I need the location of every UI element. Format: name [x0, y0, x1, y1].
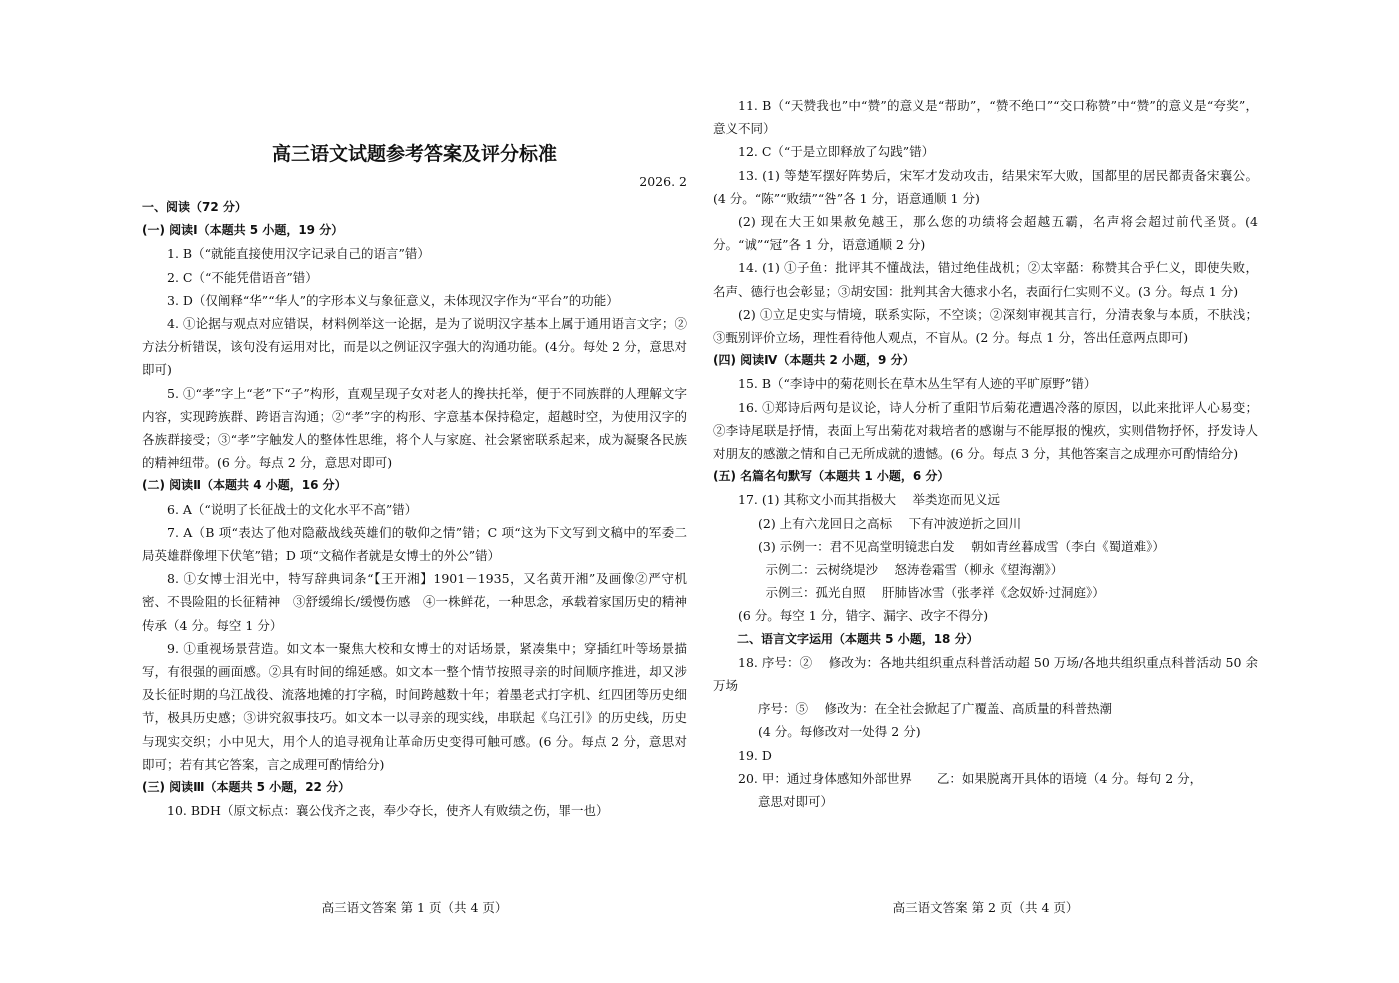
answer-14-2: (2) ①立足史实与情境，联系实际，不空谈；②深刻审视其言行，分清表象与本质，不肤浅；③甄别评价立场，理性看待他人观点，不盲从。(2 分。每点 1 分，答出任意两点即可): [713, 306, 1258, 346]
answer-20-cont: 意思对即可）: [758, 794, 834, 810]
answer-17-1: 17. (1) 其称文小而其指极大 举类迩而见义远: [738, 492, 1001, 508]
right-column: [713, 94, 1258, 813]
document-date: 2026. 2: [639, 174, 687, 189]
answer-15: 15. B（“李诗中的菊花则长在草木丛生罕有人迹的平旷原野”错）: [738, 376, 1097, 392]
answer-7: 7. A（B 项“表达了他对隐蔽战线英雄们的敬仰之情”错；C 项“这为下文写到文稿中的军委二局英雄群像埋下伏笔”错；D 项“文稿作者就是女博士的外公”错）: [142, 524, 687, 564]
page-footer-2: 高三语文答案 第 2 页（共 4 页）: [892, 900, 1079, 915]
answer-4: 4. ①论据与观点对应错误，材料例举这一论据，是为了说明汉字基本上属于通用语言文字；②方法分析错误，该句没有运用对比，而是以之例证汉字强大的沟通功能。(4分。每处 2 分，意思对即可): [142, 316, 687, 378]
answer-17-3: (3) 示例一：君不见高堂明镜悲白发 朝如青丝暮成雪（李白《蜀道难》）: [758, 538, 1165, 554]
answer-13-2: (2) 现在大王如果赦免越王，那么您的功绩将会超越五霸，名声将会超过前代圣贤。(4 分。“诚”“冠”各 1 分，语意通顺 2 分): [713, 214, 1258, 253]
answer-9: 9. ①重视场景营造。如文本一聚焦大校和女博士的对话场景，紧凑集中；穿插红叶等场景描写，有很强的画面感。②具有时间的绵延感。如文本一整个情节按照寻亲的时间顺序推进，却又涉及长征时期的乌江战役、流落地摊的打字稿，时间跨越数十年；着墨老式打字机、红四团等历史细节，极具历史感；③讲究叙事技巧。如文本一以寻亲的现实线，串联起《乌江引》的历史线，历史与现实交织；小中见大，用个人的追寻视角让革命历史变得可触可感。(6 分。每点 2 分，意思对即可；若有其它答案，言之成理可酌情给分): [142, 640, 687, 772]
subsection-heading: (三) 阅读Ⅲ（本题共 5 小题，22 分）: [142, 780, 351, 795]
answer-17-scoring: (6 分。每空 1 分，错字、漏字、改字不得分): [738, 608, 989, 624]
answer-2: 2. C（“不能凭借语音”错）: [167, 269, 318, 285]
answer-17-example-3: 示例三：孤光自照 肝肺皆冰雪（张孝祥《念奴娇·过洞庭》）: [765, 585, 1105, 601]
answer-19: 19. D: [738, 747, 772, 763]
subsection-heading: (五) 名篇名句默写（本题共 1 小题，6 分）: [713, 469, 950, 484]
page-footer-1: 高三语文答案 第 1 页（共 4 页）: [321, 900, 508, 915]
answer-17-2: (2) 上有六龙回日之高标 下有冲波逆折之回川: [758, 515, 1022, 531]
answer-16: 16. ①郑诗后两句是议论，诗人分析了重阳节后菊花遭遇冷落的原因，以此来批评人心易变；②李诗尾联是抒情，表面上写出菊花对栽培者的感谢与不能厚报的愧疚，实则借物抒怀，抒发诗人对朋友的感激之情和自己无所成就的遗憾。(6 分。每点 3 分，其他答案言之成理亦可酌情给分): [713, 399, 1258, 462]
answer-14-1: 14. (1) ①子鱼：批评其不懂战法，错过绝佳战机；②太宰嚭：称赞其合乎仁义，即使失败，名声、德行也会彰显；③胡安国：批判其舍大德求小名，表面行仁实则不义。(3 分。每点 1 分): [713, 260, 1258, 299]
answer-20: 20. 甲：通过身体感知外部世界 乙：如果脱离开具体的语境（4 分。每句 2 分，: [738, 770, 1203, 786]
section-heading: 二、语言文字运用（本题共 5 小题，18 分）: [737, 631, 979, 646]
answer-8: 8. ①女博士泪光中，特写辞典词条“【王开湘】1901－1935，又名黄开湘”及画像②严守机密、不畏险阻的长征精神 ③舒缓绵长/缓慢伤感 ④一株鲜花，一种思念，承载着家国历史的精神传承（4 分。每空 1 分）: [142, 571, 687, 633]
answer-3: 3. D（仅阐释“华”“华人”的字形本义与象征意义，未体现汉字作为“平台”的功能）: [167, 292, 619, 308]
left-column: [142, 196, 687, 822]
subsection-heading: (一) 阅读Ⅰ（本题共 5 小题，19 分）: [142, 223, 344, 238]
subsection-heading: (二) 阅读Ⅱ（本题共 4 小题，16 分）: [142, 478, 347, 493]
answer-10: 10. BDH（原文标点：襄公伐齐之丧，奉少夺长，使齐人有败绩之伤，罪一也）: [167, 803, 609, 819]
answer-17-example-2: 示例二：云树绕堤沙 怒涛卷霜雪（柳永《望海潮》）: [765, 562, 1064, 578]
answer-12: 12. C（“于是立即释放了勾践”错）: [738, 144, 935, 160]
page-title: 高三语文试题参考答案及评分标准: [271, 143, 557, 165]
answer-6: 6. A（“说明了长征战士的文化水平不高”错）: [167, 501, 418, 517]
answer-18-2: 序号：⑤ 修改为：在全社会掀起了广覆盖、高质量的科普热潮: [758, 701, 1112, 717]
answer-18-1: 18. 序号：② 修改为：各地共组织重点科普活动超 50 万场/各地共组织重点科普活动 50 余万场: [713, 654, 1258, 694]
answer-18-scoring: (4 分。每修改对一处得 2 分): [758, 724, 921, 740]
answer-1: 1. B（“就能直接使用汉字记录自己的语言”错）: [167, 246, 430, 262]
answer-11: 11. B（“天赞我也”中“赞”的意义是“帮助”，“赞不绝口”“交口称赞”中“赞”的意义是“夸奖”，意义不同）: [713, 98, 1258, 137]
answer-13-1: 13. (1) 等楚军摆好阵势后，宋军才发动攻击，结果宋军大败，国都里的居民都责备宋襄公。(4 分。“陈”“败绩”“咎”各 1 分，语意通顺 1 分): [713, 167, 1258, 206]
answer-5: 5. ①“孝”字上“老”下“子”构形，直观呈现子女对老人的搀扶托举，便于不同族群的人理解文字内容，实现跨族群、跨语言沟通；②“孝”字的构形、字意基本保持稳定，超越时空，为使用汉字的各族群接受；③“孝”字触发人的整体性思维，将个人与家庭、社会紧密联系起来，成为凝聚各民族的精神纽带。(6 分。每点 2 分，意思对即可): [142, 385, 687, 471]
section-heading: 一、阅读（72 分）: [142, 200, 247, 214]
subsection-heading: (四) 阅读Ⅳ（本题共 2 小题，9 分）: [713, 353, 915, 368]
